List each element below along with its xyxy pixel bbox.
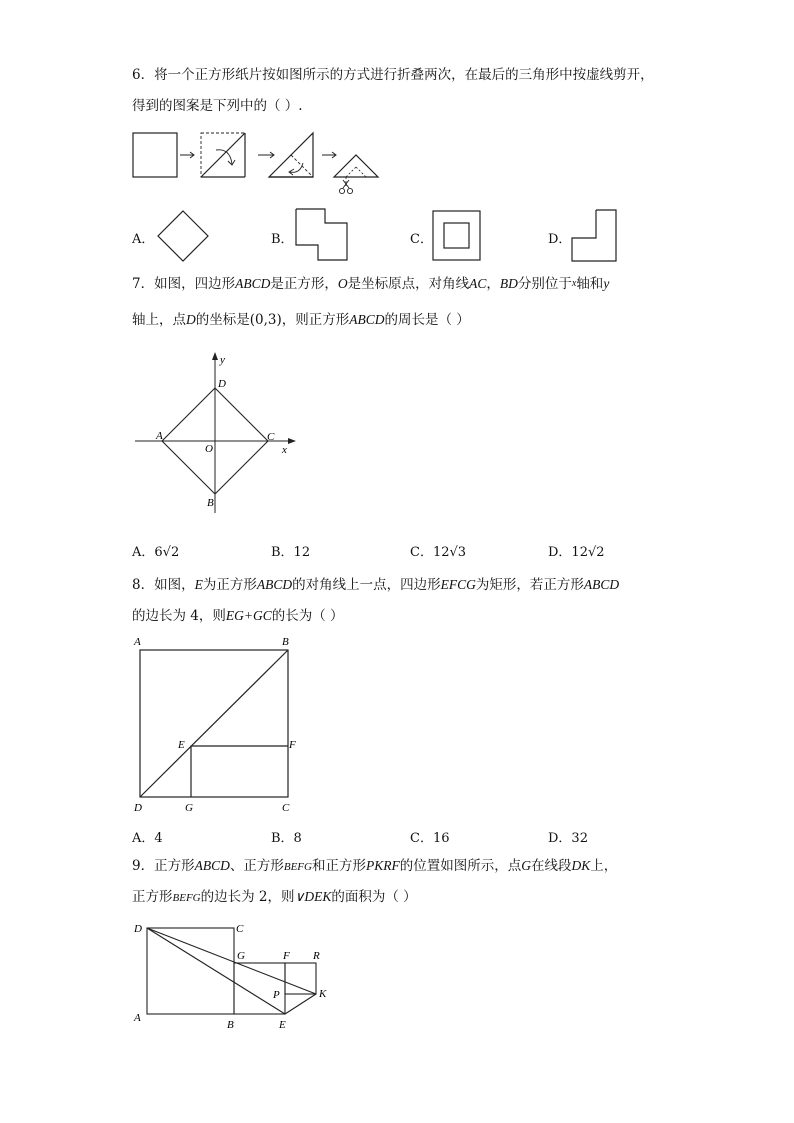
q8-label-B: B xyxy=(282,636,289,648)
q7-stem-line1: 7．如图，四边形ABCD是正方形，O是坐标原点，对角线AC，BD分别位于x轴和y xyxy=(132,276,610,292)
q8-label-G: G xyxy=(185,802,193,814)
q9-label-P: P xyxy=(273,989,280,1001)
q6-option-a-figure xyxy=(157,210,209,262)
q6-option-b-figure xyxy=(295,208,349,262)
q9-label-D: D xyxy=(134,923,142,935)
q9-label-A: A xyxy=(134,1012,141,1024)
q8-stem-line1: 8．如图，E为正方形ABCD的对角线上一点，四边形EFCG为矩形，若正方形ABCD xyxy=(132,577,620,593)
q8-label-F: F xyxy=(289,739,296,751)
q7-stem-line2: 轴上，点D的坐标是(0,3)，则正方形ABCD的周长是（ ） xyxy=(132,312,470,328)
q7-option-a[interactable]: A．6√2 xyxy=(132,545,180,560)
q7-coordinate-figure xyxy=(130,350,310,520)
q9-label-R: R xyxy=(313,950,320,962)
q6-option-c-figure xyxy=(432,210,482,262)
q6-option-c[interactable]: C． xyxy=(410,232,433,247)
q7-label-D: D xyxy=(218,378,226,390)
q8-label-A: A xyxy=(134,636,141,648)
q6-stem-line2: 得到的图案是下列中的（ ）. xyxy=(132,98,303,114)
q7-option-c[interactable]: C．12√3 xyxy=(410,545,467,560)
q7-label-A: A xyxy=(156,430,163,442)
q6-option-d[interactable]: D． xyxy=(548,232,572,247)
q8-label-E: E xyxy=(178,739,185,751)
q7-label-C: C xyxy=(267,431,275,443)
q8-option-b[interactable]: B．8 xyxy=(271,831,302,846)
q6-stem-line1: 6．将一个正方形纸片按如图所示的方式进行折叠两次，在最后的三角形中按虚线剪开， xyxy=(132,67,654,83)
q8-label-C: C xyxy=(282,802,290,814)
q7-label-y: y xyxy=(220,354,225,366)
q7-label-B: B xyxy=(207,497,214,509)
q6-folding-figure xyxy=(132,130,392,200)
q8-option-d[interactable]: D．32 xyxy=(548,831,588,846)
q9-label-C: C xyxy=(236,923,244,935)
q8-option-a[interactable]: A．4 xyxy=(132,831,163,846)
q9-stem-line2: 正方形BEFG的边长为 2，则∨DEK的面积为（ ） xyxy=(132,889,417,905)
q6-option-b[interactable]: B． xyxy=(271,232,294,247)
q6-option-d-figure xyxy=(570,209,620,263)
q9-label-K: K xyxy=(319,988,327,1000)
q9-label-E: E xyxy=(279,1019,286,1031)
q7-option-d[interactable]: D．12√2 xyxy=(548,545,605,560)
q7-option-b[interactable]: B．12 xyxy=(271,545,311,560)
q9-label-G: G xyxy=(237,950,245,962)
q9-stem-line1: 9．正方形ABCD、正方形BEFG和正方形PKRF的位置如图所示，点G在线段DK上， xyxy=(132,858,618,874)
q9-squares-figure xyxy=(130,918,340,1033)
q9-label-B: B xyxy=(227,1019,234,1031)
q7-label-O: O xyxy=(205,443,213,455)
q8-square-figure xyxy=(130,632,310,817)
q7-label-x: x xyxy=(282,444,287,456)
q8-stem-line2: 的边长为 4，则EG+GC的长为（ ） xyxy=(132,608,344,624)
q8-option-c[interactable]: C．16 xyxy=(410,831,450,846)
q8-label-D: D xyxy=(134,802,142,814)
q6-option-a[interactable]: A． xyxy=(132,232,155,247)
q9-label-F: F xyxy=(283,950,290,962)
